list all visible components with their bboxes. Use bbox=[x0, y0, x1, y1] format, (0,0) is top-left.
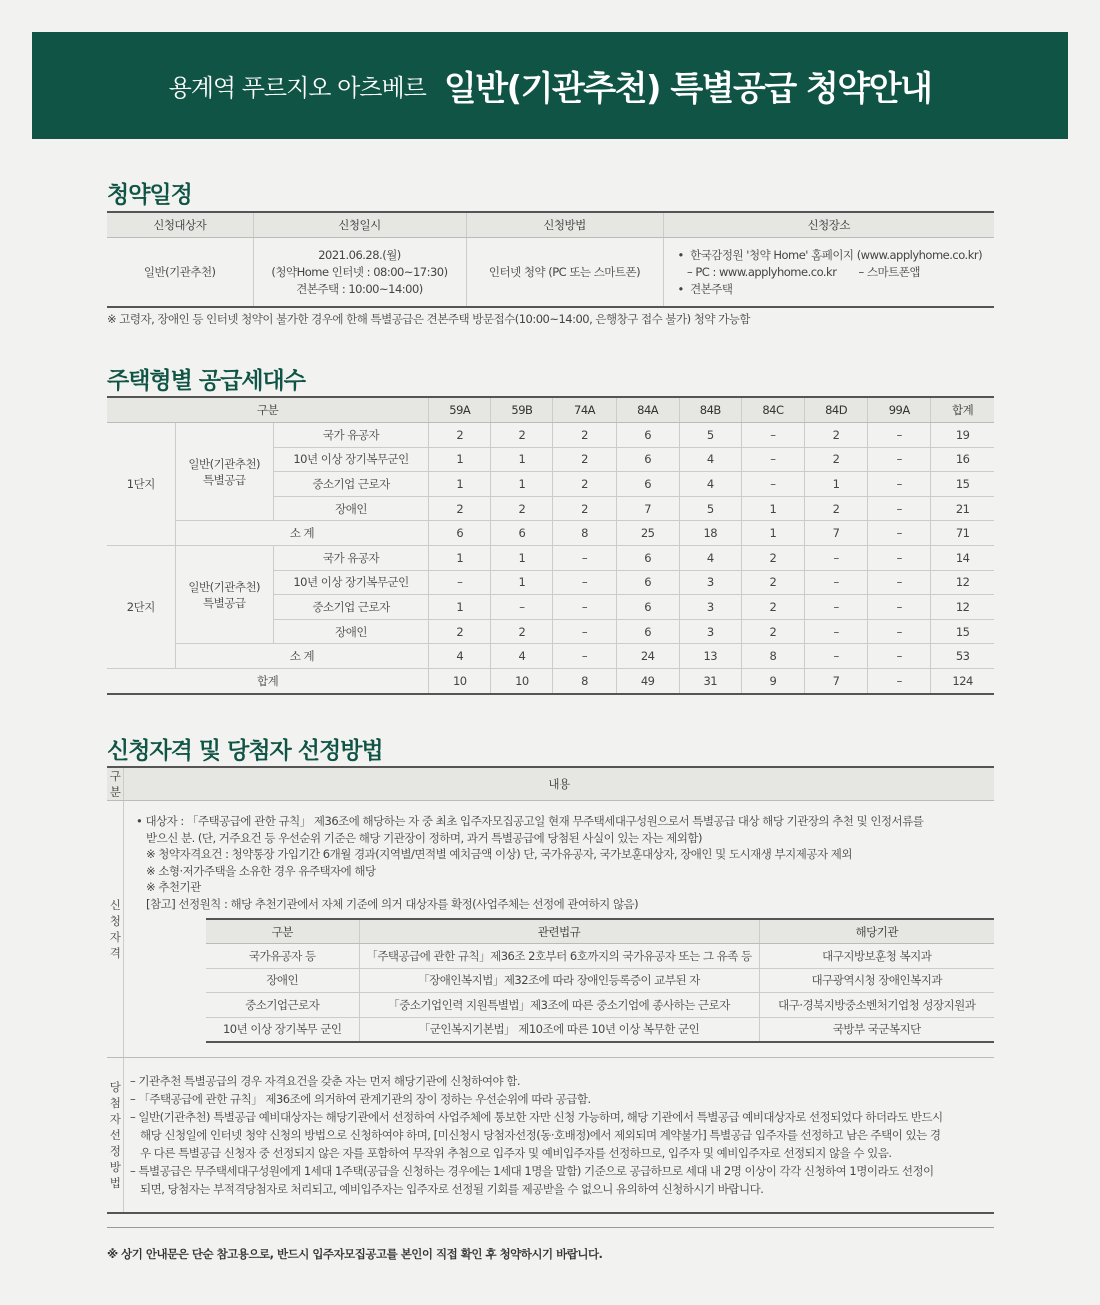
qual-line: • 대상자 : 「주택공급에 관한 규칙」 제36조에 해당하는 자 중 최초 입주자모집공고일 현재 무주택세대구성원으로서 특별공급 대상 해당 기관장의 추천 및 인정서류를 bbox=[136, 814, 924, 828]
subtotal-cell: 13 bbox=[679, 644, 741, 669]
subtotal-cell: 6 bbox=[429, 521, 491, 546]
eligibility-title: 신청자격 및 당첨자 선정방법 bbox=[107, 738, 383, 764]
supply-cell: – bbox=[741, 447, 804, 472]
supply-cell: 1 bbox=[741, 496, 804, 521]
supply-cell: 2 bbox=[805, 496, 868, 521]
supply-cell: 5 bbox=[679, 423, 741, 448]
type-header: 84C bbox=[741, 397, 804, 423]
supply-cell: 2 bbox=[805, 447, 868, 472]
qual-line: ※ 추천기관 bbox=[146, 880, 201, 894]
agency-header-row bbox=[206, 919, 994, 944]
supply-cell: 1 bbox=[491, 472, 553, 497]
sel-line: 되면, 당첨자는 부적격당첨자로 처리되고, 예비입주자는 입주자로 선정될 기회를 제공받을 수 없으니 유의하여 신청하시기 바랍니다. bbox=[140, 1182, 764, 1196]
selection-label-line: 당첨자 bbox=[109, 1080, 121, 1126]
agency-cell: 장애인 bbox=[206, 968, 359, 993]
agency-header: 해당기관 bbox=[759, 919, 994, 944]
subtotal-cell: 25 bbox=[616, 521, 679, 546]
supply-cell: 14 bbox=[931, 545, 994, 570]
supply-cell: – bbox=[868, 496, 931, 521]
supply-cell: 1 bbox=[491, 545, 553, 570]
agency-row bbox=[206, 1017, 994, 1042]
supply-cell: 12 bbox=[931, 570, 994, 595]
supply-cell: 2 bbox=[741, 595, 804, 620]
supply-cell: 2 bbox=[429, 619, 491, 644]
supply-cell: 6 bbox=[616, 570, 679, 595]
category-label: 국가 유공자 bbox=[273, 545, 428, 570]
supply-cell: – bbox=[553, 595, 616, 620]
category-label: 10년 이상 장기복무군인 bbox=[273, 570, 428, 595]
supply-cell: – bbox=[805, 619, 868, 644]
footer-note: ※ 상기 안내문은 단순 참고용으로, 반드시 입주자모집공고를 본인이 직접 확인 후 청약하시기 바랍니다. bbox=[107, 1247, 603, 1261]
supply-title: 주택형별 공급세대수 bbox=[107, 368, 305, 394]
supply-cell: 2 bbox=[553, 423, 616, 448]
supply-cell: 12 bbox=[931, 595, 994, 620]
type-header: 84D bbox=[805, 397, 868, 423]
header-banner bbox=[32, 32, 1068, 139]
supply-cell: 1 bbox=[491, 447, 553, 472]
schedule-method: 인터넷 청약 (PC 또는 스마트폰) bbox=[466, 238, 663, 308]
type-header: 99A bbox=[868, 397, 931, 423]
schedule-header: 신청일시 bbox=[253, 212, 466, 238]
type-header: 59A bbox=[429, 397, 491, 423]
subtotal-cell: – bbox=[868, 644, 931, 669]
type-header: 74A bbox=[553, 397, 616, 423]
supply-cell: 2 bbox=[491, 496, 553, 521]
supply-header-row bbox=[107, 397, 994, 423]
eligibility-header: 구분 bbox=[107, 767, 124, 801]
supply-cell: 2 bbox=[429, 496, 491, 521]
supply-header-label: 구분 bbox=[107, 397, 429, 423]
agency-cell: 대구지방보훈청 복지과 bbox=[759, 944, 994, 969]
header-title: 일반(기관추천) 특별공급 청약안내 bbox=[443, 69, 932, 109]
subtotal-cell: 8 bbox=[741, 644, 804, 669]
qualification-content bbox=[124, 801, 995, 1058]
supply-cell: – bbox=[805, 570, 868, 595]
supply-cell: 16 bbox=[931, 447, 994, 472]
supply-table bbox=[107, 396, 994, 695]
supply-cell: 15 bbox=[931, 472, 994, 497]
total-cell: 10 bbox=[429, 668, 491, 693]
sel-line: 해당 신청일에 인터넷 청약 신청의 방법으로 신청하여야 하며, [미신청시 당첨자선정(동·호배정)에서 제외되며 계약불가] 특별공급 입주자를 선정하고 남은 주택이 있는 경 bbox=[140, 1128, 941, 1142]
agency-header: 구분 bbox=[206, 919, 359, 944]
supply-cell: 1 bbox=[429, 447, 491, 472]
supply-cell: – bbox=[805, 545, 868, 570]
qual-line: 받으신 분. (단, 거주요건 등 우선순위 기준은 해당 기관장이 정하며, 과거 특별공급에 당첨된 사실이 있는 자는 제외함) bbox=[146, 830, 702, 845]
subtotal-cell: 1 bbox=[741, 521, 804, 546]
qual-line: ※ 소형·저가주택을 소유한 경우 유주택자에 해당 bbox=[146, 863, 376, 878]
supply-cell: 2 bbox=[491, 619, 553, 644]
supply-cell: 2 bbox=[553, 496, 616, 521]
supply-cell: 2 bbox=[553, 472, 616, 497]
type-header: 59B bbox=[491, 397, 553, 423]
agency-cell: 「주택공급에 관한 규칙」제36조 2호부터 6호까지의 국가유공자 또는 그 유족 등 bbox=[359, 944, 759, 969]
supply-cell: 3 bbox=[679, 570, 741, 595]
subtotal-cell: 4 bbox=[491, 644, 553, 669]
category-label: 장애인 bbox=[273, 619, 428, 644]
supply-cell: 6 bbox=[616, 595, 679, 620]
total-cell: 7 bbox=[805, 668, 868, 693]
schedule-title: 청약일정 bbox=[107, 182, 192, 208]
group-label: 일반(기관추천) 특별공급 bbox=[175, 423, 273, 521]
agency-row bbox=[206, 968, 994, 993]
supply-cell: – bbox=[868, 595, 931, 620]
supply-cell: 1 bbox=[429, 472, 491, 497]
place-line: • 한국감정원 '청약 Home' 홈페이지 (www.applyhome.co.kr) bbox=[677, 247, 983, 262]
subtotal-cell: 7 bbox=[805, 521, 868, 546]
supply-cell: 2 bbox=[553, 447, 616, 472]
supply-cell: 4 bbox=[679, 472, 741, 497]
agency-cell: 국방부 국군복지단 bbox=[832, 1022, 921, 1037]
qual-line: [참고] 선정원칙 : 해당 추천기관에서 자체 기준에 의거 대상자를 확정(사업주체는 선정에 관여하지 않음) bbox=[146, 896, 639, 911]
supply-cell: – bbox=[868, 423, 931, 448]
supply-cell: – bbox=[868, 447, 931, 472]
selection-label-line: 선정방법 bbox=[109, 1128, 121, 1190]
date-line: (청약Home 인터넷 : 08:00~17:30) bbox=[271, 264, 448, 279]
supply-row bbox=[107, 545, 994, 570]
supply-cell: 2 bbox=[491, 423, 553, 448]
supply-cell: 5 bbox=[679, 496, 741, 521]
supply-cell: 1 bbox=[491, 570, 553, 595]
complex-name: 2단지 bbox=[107, 545, 175, 668]
supply-cell: 6 bbox=[616, 472, 679, 497]
supply-cell: 19 bbox=[931, 423, 994, 448]
subtotal-cell: 8 bbox=[553, 521, 616, 546]
supply-cell: – bbox=[868, 545, 931, 570]
supply-cell: – bbox=[491, 595, 553, 620]
total-cell: 10 bbox=[491, 668, 553, 693]
agency-table bbox=[206, 918, 994, 1043]
supply-cell: 1 bbox=[429, 545, 491, 570]
sel-line: – 특별공급은 무주택세대구성원에게 1세대 1주택(공급을 신청하는 경우에는 1세대 1명을 말함) 기준으로 공급하므로 세대 내 2명 이상이 각각 신청하여 1명이라도 선정이 bbox=[130, 1164, 934, 1178]
supply-cell: – bbox=[553, 545, 616, 570]
agency-cell: 「중소기업인력 지원특별법」제3조에 따른 중소기업에 종사하는 근로자 bbox=[359, 993, 759, 1018]
qualification-label: 신청자격 bbox=[107, 801, 124, 1058]
supply-cell: – bbox=[868, 619, 931, 644]
agency-cell: 중소기업근로자 bbox=[206, 993, 359, 1018]
subtotal-label: 소 계 bbox=[175, 644, 429, 669]
supply-cell: 21 bbox=[931, 496, 994, 521]
supply-cell: 4 bbox=[679, 447, 741, 472]
supply-cell: 2 bbox=[741, 545, 804, 570]
total-cell: 124 bbox=[952, 673, 973, 688]
supply-cell: 4 bbox=[679, 545, 741, 570]
agency-cell: 「군인복지기본법」 제10조에 따른 10년 이상 복무한 군인 bbox=[359, 1017, 759, 1042]
sel-line: – 일반(기관추천) 특별공급 예비대상자는 해당기관에서 선정하여 사업주체에 통보한 자만 신청 가능하며, 해당 기관에서 특별공급 예비대상자로 선정되었다 하더라도 반드시 bbox=[130, 1110, 943, 1124]
subtotal-cell: 53 bbox=[931, 644, 994, 669]
header-subtitle: 용계역 푸르지오 아츠베르 bbox=[168, 74, 426, 102]
supply-cell: 6 bbox=[616, 619, 679, 644]
sel-line: 우 다른 특별공급 신청자 중 선정되지 않은 자를 포함하여 무작위 추첨으로 입주자 및 예비입주자를 선정하므로, 입주자 및 예비입주자로 선정되지 않을 수 있음. bbox=[140, 1146, 892, 1160]
complex-name: 1단지 bbox=[107, 423, 175, 546]
supply-cell: – bbox=[553, 619, 616, 644]
subtotal-cell: – bbox=[553, 644, 616, 669]
agency-cell: 국가유공자 등 bbox=[206, 944, 359, 969]
agency-row bbox=[206, 944, 994, 969]
sel-line: – 기관추천 특별공급의 경우 자격요건을 갖춘 자는 먼저 해당기관에 신청하여야 함. bbox=[130, 1074, 521, 1088]
supply-cell: – bbox=[741, 472, 804, 497]
schedule-header: 신청대상자 bbox=[107, 212, 253, 238]
type-header: 84A bbox=[616, 397, 679, 423]
schedule-header: 신청방법 bbox=[466, 212, 663, 238]
type-header: 84B bbox=[679, 397, 741, 423]
place-line: • 견본주택 bbox=[677, 281, 733, 296]
schedule-table bbox=[107, 211, 994, 308]
subtotal-cell: 71 bbox=[931, 521, 994, 546]
supply-cell: 1 bbox=[429, 595, 491, 620]
eligibility-header: 내용 bbox=[124, 767, 995, 801]
supply-row bbox=[107, 423, 994, 448]
subtotal-row bbox=[107, 644, 994, 669]
subtotal-cell: – bbox=[868, 521, 931, 546]
total-label: 합계 bbox=[107, 668, 429, 693]
eligibility-table bbox=[107, 766, 994, 1214]
place-line: – PC : www.applyhome.co.kr – 스마트폰앱 bbox=[677, 264, 920, 279]
selection-content bbox=[124, 1058, 995, 1214]
schedule-target: 일반(기관추천) bbox=[107, 238, 253, 308]
agency-cell: 「장애인복지법」제32조에 따라 장애인등록증이 교부된 자 bbox=[359, 968, 759, 993]
total-cell: 49 bbox=[616, 668, 679, 693]
agency-cell: 10년 이상 장기복무 군인 bbox=[206, 1017, 359, 1042]
supply-cell: 2 bbox=[741, 570, 804, 595]
total-cell: 9 bbox=[741, 668, 804, 693]
group-label: 일반(기관추천) 특별공급 bbox=[175, 545, 273, 643]
subtotal-cell: 18 bbox=[679, 521, 741, 546]
subtotal-cell: 6 bbox=[491, 521, 553, 546]
category-label: 중소기업 근로자 bbox=[273, 595, 428, 620]
qual-line: ※ 청약자격요건 : 청약통장 가입기간 6개월 경과(지역별/면적별 예치금액 이상) 단, 국가유공자, 국가보훈대상자, 장애인 및 도시재생 부지제공자 제외 bbox=[146, 847, 852, 861]
supply-cell: 7 bbox=[616, 496, 679, 521]
subtotal-cell: – bbox=[805, 644, 868, 669]
selection-label bbox=[107, 1058, 124, 1214]
subtotal-cell: 24 bbox=[616, 644, 679, 669]
date-line: 견본주택 : 10:00~14:00) bbox=[296, 281, 423, 296]
agency-cell: 대구광역시청 장애인복지과 bbox=[759, 968, 994, 993]
supply-cell: – bbox=[868, 570, 931, 595]
total-cell: 31 bbox=[679, 668, 741, 693]
supply-cell: 3 bbox=[679, 595, 741, 620]
supply-cell: 6 bbox=[616, 447, 679, 472]
supply-cell: 15 bbox=[931, 619, 994, 644]
total-row bbox=[107, 668, 994, 693]
total-cell: 8 bbox=[553, 668, 616, 693]
supply-cell: 6 bbox=[616, 545, 679, 570]
supply-cell: – bbox=[868, 472, 931, 497]
schedule-note: ※ 고령자, 장애인 등 인터넷 청약이 불가한 경우에 한해 특별공급은 견본주택 방문접수(10:00~14:00, 은행창구 접수 불가) 청약 가능함 bbox=[107, 312, 750, 326]
footer-divider bbox=[107, 1227, 994, 1228]
subtotal-row bbox=[107, 521, 994, 546]
schedule-header: 신청장소 bbox=[663, 212, 994, 238]
category-label: 장애인 bbox=[273, 496, 428, 521]
supply-cell: 2 bbox=[805, 423, 868, 448]
supply-cell: 3 bbox=[679, 619, 741, 644]
supply-cell: – bbox=[553, 570, 616, 595]
sel-line: – 「주택공급에 관한 규칙」 제36조에 의거하여 관계기관의 장이 정하는 우선순위에 따라 공급함. bbox=[130, 1092, 591, 1106]
agency-cell: 대구·경북지방중소벤처기업청 성장지원과 bbox=[759, 993, 994, 1018]
date-line: 2021.06.28.(월) bbox=[318, 247, 401, 262]
subtotal-label: 소 계 bbox=[175, 521, 429, 546]
category-label: 10년 이상 장기복무군인 bbox=[273, 447, 428, 472]
supply-cell: 1 bbox=[805, 472, 868, 497]
supply-cell: 2 bbox=[429, 423, 491, 448]
supply-cell: 2 bbox=[741, 619, 804, 644]
schedule-place bbox=[663, 238, 994, 308]
supply-cell: – bbox=[805, 595, 868, 620]
agency-header: 관련법규 bbox=[359, 919, 759, 944]
schedule-date bbox=[253, 238, 466, 308]
supply-cell: – bbox=[741, 423, 804, 448]
category-label: 국가 유공자 bbox=[273, 423, 428, 448]
category-label: 중소기업 근로자 bbox=[273, 472, 428, 497]
supply-cell: 6 bbox=[616, 423, 679, 448]
total-cell: – bbox=[868, 668, 931, 693]
type-header: 합계 bbox=[931, 397, 994, 423]
subtotal-cell: 4 bbox=[429, 644, 491, 669]
agency-row bbox=[206, 993, 994, 1018]
supply-cell: – bbox=[429, 570, 491, 595]
